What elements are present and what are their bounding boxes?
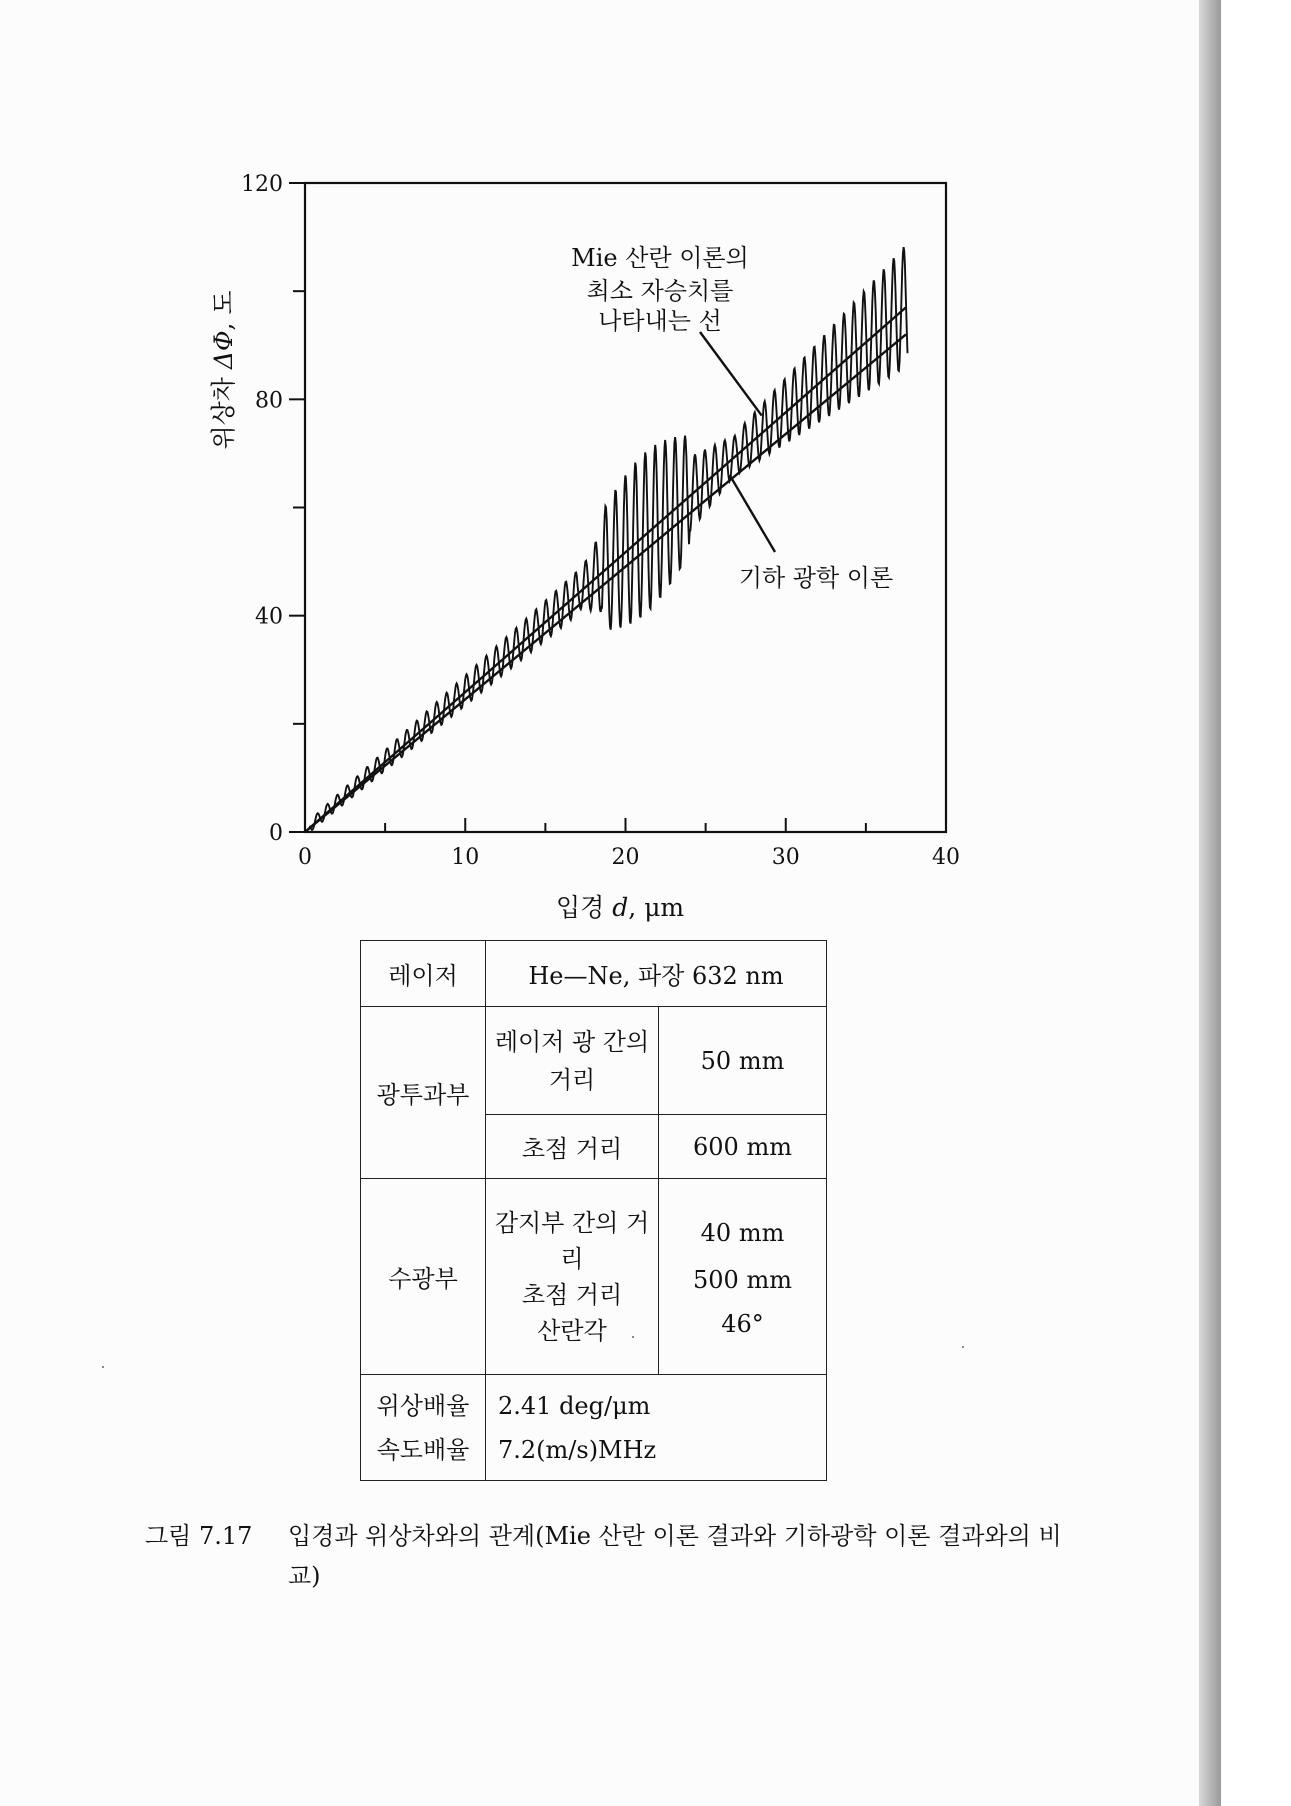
table-row-ratios — [361, 1375, 827, 1481]
y-axis-label — [204, 270, 244, 470]
figure-caption-label: 그림 7.17 — [145, 1522, 253, 1550]
x-axis-label — [556, 888, 956, 924]
speed-ratio-label: 속도배율 — [376, 1435, 470, 1464]
phase-ratio-label: 위상배율 — [376, 1391, 470, 1420]
figure-caption-text: 입경과 위상차와의 관계(Mie 산란 이론 결과와 기하광학 이론 결과와의 비교) — [288, 1522, 1062, 1590]
y-tick-label: 40 — [255, 604, 283, 630]
table-row-rx — [361, 1179, 827, 1375]
x-tick-label: 30 — [771, 845, 800, 870]
spec-table — [360, 940, 827, 1481]
annotation-mie-line-2: 최소 자승치를 — [586, 277, 734, 305]
laser-label: 레이저 — [361, 941, 486, 1007]
annotation-geometric — [716, 562, 916, 595]
annotation-mie-pointer — [700, 332, 762, 416]
x-tick-label: 20 — [611, 845, 640, 870]
annotation-geometric-pointer — [730, 475, 775, 552]
rx-row-2-value: 500 mm — [693, 1265, 792, 1294]
page-margin — [1221, 0, 1291, 1806]
x-axis-label-text: 입경 — [556, 893, 605, 922]
annotation-geometric-line-1: 기하 광학 이론 — [738, 564, 894, 592]
annotation-mie — [540, 240, 780, 336]
rx-row-1-value: 40 mm — [700, 1218, 785, 1247]
speed-ratio-value: 7.2(m/s)MHz — [498, 1435, 657, 1464]
y-axis-label-unit: 도 — [209, 290, 238, 315]
table-row-laser — [361, 941, 827, 1007]
x-tick-label: 40 — [932, 845, 960, 870]
y-axis-label-sep: , — [209, 314, 238, 331]
x-tick-label: 10 — [451, 845, 480, 870]
ratio-values — [486, 1375, 827, 1481]
tx-row-1-name: 레이저 광 간의 거리 — [486, 1007, 659, 1115]
scan-speck — [962, 1346, 964, 1348]
tx-label: 광투과부 — [361, 1007, 486, 1179]
x-axis-label-sep: , — [628, 893, 645, 922]
y-axis-label-var: ΔΦ — [209, 330, 238, 370]
table-row-tx-1 — [361, 1007, 827, 1115]
rx-row-3-name: 산란각 — [537, 1316, 607, 1345]
tx-row-2-name: 초점 거리 — [486, 1115, 659, 1179]
laser-value: He—Ne, 파장 632 nm — [486, 941, 827, 1007]
scan-speck — [632, 1336, 634, 1338]
rx-row-3-value: 46° — [721, 1309, 764, 1338]
phase-ratio-value: 2.41 deg/μm — [498, 1391, 651, 1420]
rx-row-2-name: 초점 거리 — [521, 1280, 623, 1309]
annotation-mie-line-1: Mie 산란 이론의 — [571, 244, 749, 272]
scan-speck — [102, 1366, 104, 1368]
rx-label: 수광부 — [361, 1179, 486, 1375]
tx-row-2-value: 600 mm — [659, 1115, 827, 1179]
rx-row-1-name: 감지부 간의 거리 — [494, 1208, 650, 1273]
rx-values — [659, 1179, 827, 1375]
tx-row-1-value: 50 mm — [659, 1007, 827, 1115]
y-axis-label-text: 위상차 — [209, 377, 238, 450]
y-tick-label: 120 — [241, 172, 283, 197]
ratio-labels — [361, 1375, 486, 1481]
y-tick-label: 80 — [255, 388, 283, 414]
y-tick-label: 0 — [269, 821, 283, 846]
x-axis-label-var: d — [612, 893, 629, 922]
page-edge — [1199, 0, 1221, 1806]
rx-names — [486, 1179, 659, 1375]
x-axis-label-unit: μm — [644, 893, 685, 922]
annotation-mie-line-3: 나타내는 선 — [598, 307, 722, 335]
x-tick-label: 0 — [298, 845, 312, 870]
